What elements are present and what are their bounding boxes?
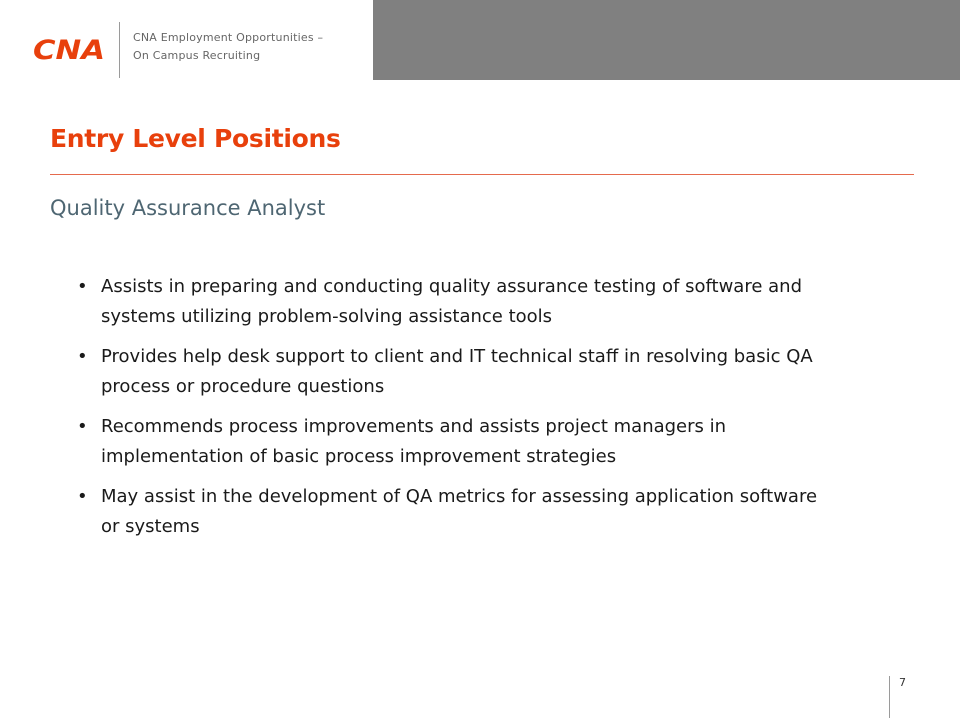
list-item-text: Recommends process improvements and assists project managers in implementation of basic process improvement strategies bbox=[101, 416, 727, 467]
bullet-icon: • bbox=[77, 486, 88, 507]
bullet-icon: • bbox=[77, 416, 88, 437]
title-divider bbox=[50, 174, 914, 175]
list-item bbox=[77, 272, 837, 332]
page-title: Entry Level Positions bbox=[50, 124, 341, 153]
list-item bbox=[77, 482, 837, 542]
position-subtitle: Quality Assurance Analyst bbox=[50, 196, 326, 220]
bullet-icon: • bbox=[77, 346, 88, 367]
cna-logo bbox=[32, 34, 106, 64]
header-caption-line1: CNA Employment Opportunities – bbox=[133, 31, 324, 44]
list-item-text: Provides help desk support to client and IT technical staff in resolving basic QA process or procedure questions bbox=[101, 346, 813, 397]
header-caption-line2: On Campus Recruiting bbox=[133, 49, 261, 62]
list-item-text: May assist in the development of QA metrics for assessing application software or systems bbox=[101, 486, 818, 537]
cna-logo-text: CNA bbox=[33, 35, 105, 64]
header-caption bbox=[133, 29, 323, 65]
page-number: 7 bbox=[899, 676, 906, 689]
list-item bbox=[77, 342, 837, 402]
responsibility-list bbox=[77, 272, 837, 552]
bullet-icon: • bbox=[77, 276, 88, 297]
list-item-text: Assists in preparing and conducting quality assurance testing of software and systems utilizing problem-solving assistance tools bbox=[101, 276, 803, 327]
list-item bbox=[77, 412, 837, 472]
page-number-divider bbox=[889, 676, 890, 718]
header-gray-block bbox=[373, 0, 960, 80]
header-divider bbox=[119, 22, 120, 78]
